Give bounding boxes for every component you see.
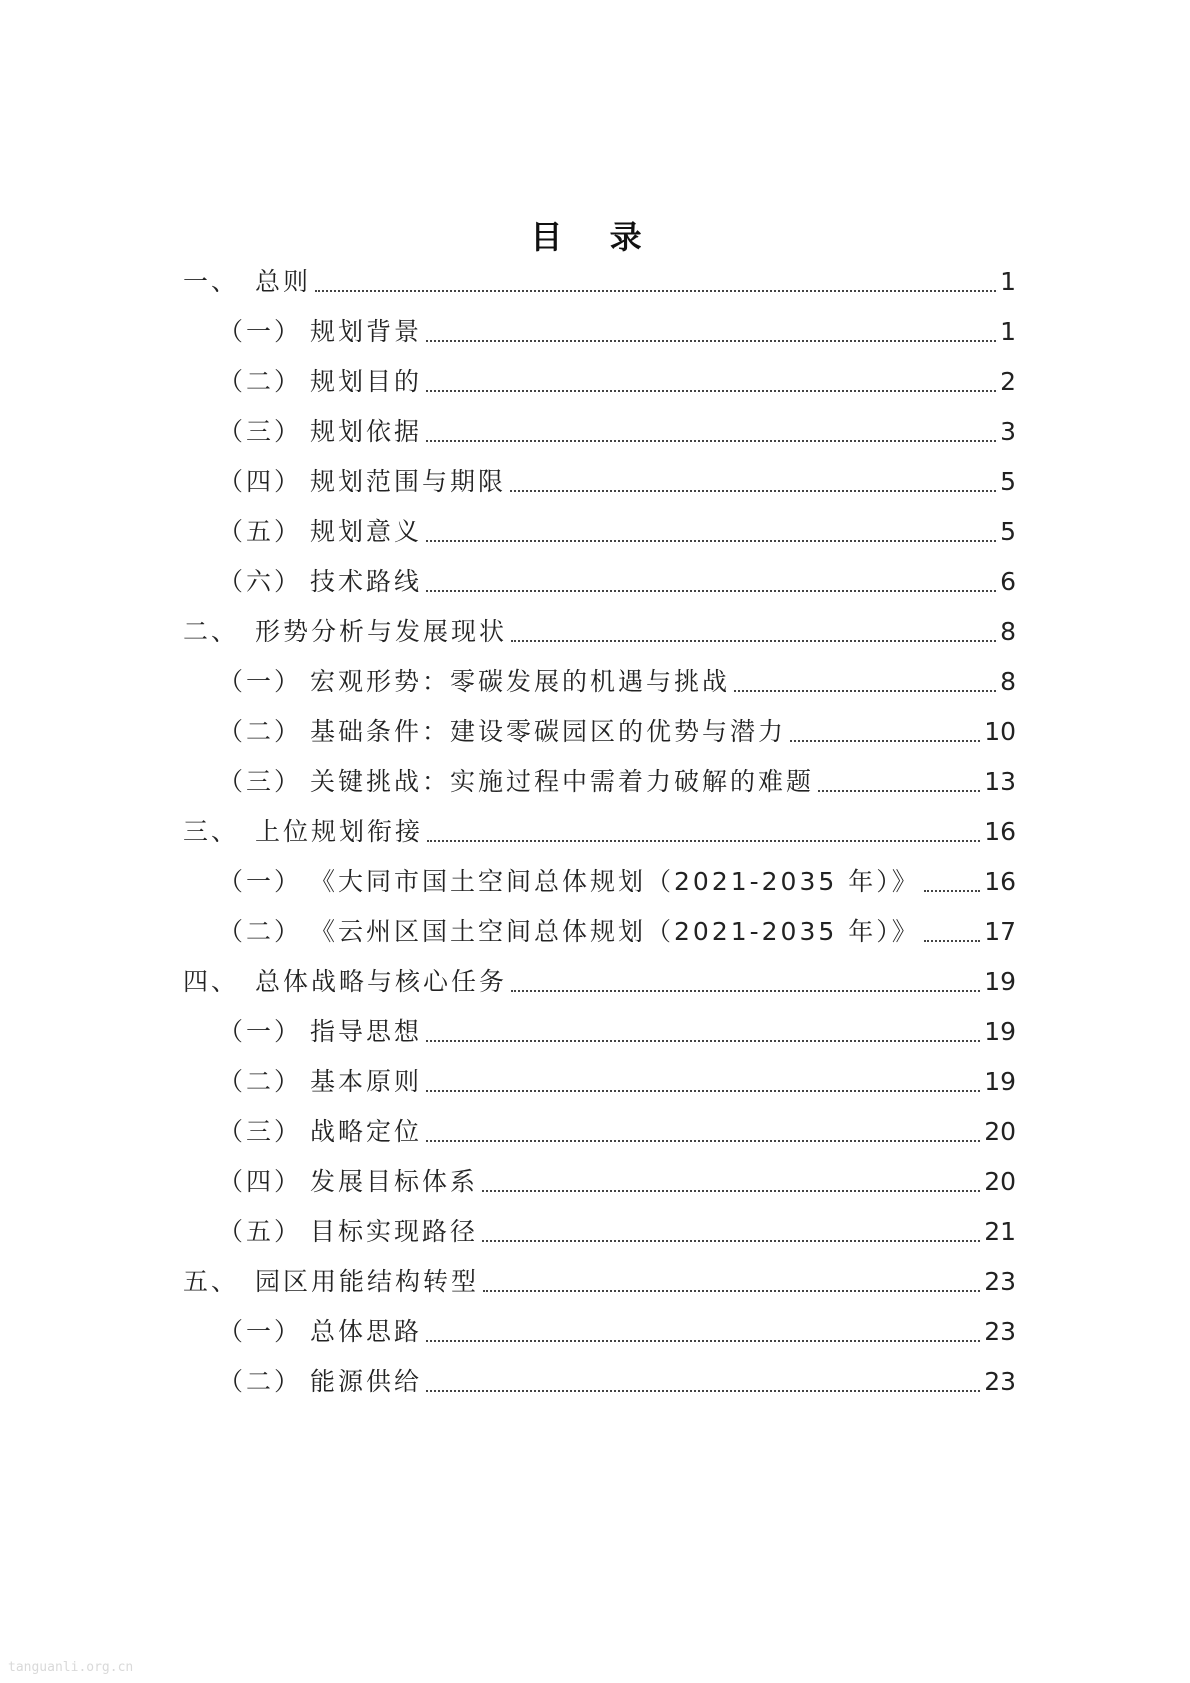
dot-leader: [483, 1289, 980, 1292]
dot-leader: [426, 389, 996, 392]
toc-entry-label: 《大同市国土空间总体规划（2021-2035 年）》: [310, 867, 920, 896]
toc-entry[interactable]: [218, 1112, 1016, 1152]
toc-entry-page: 8: [1000, 667, 1016, 696]
toc-entry-number: （二）: [218, 367, 303, 396]
toc-entry-page: 8: [1000, 617, 1016, 646]
toc-entry-page: 16: [984, 867, 1016, 896]
dot-leader: [426, 1339, 980, 1342]
toc-entry[interactable]: [183, 962, 1016, 1002]
dot-leader: [511, 639, 996, 642]
toc-entry-page: 23: [984, 1267, 1016, 1296]
dot-leader: [734, 689, 996, 692]
toc-entry-page: 23: [984, 1367, 1016, 1396]
dot-leader: [426, 1089, 980, 1092]
toc-entry-number: （二）: [218, 1367, 303, 1396]
dot-leader: [482, 1189, 980, 1192]
toc-entry-number: （一）: [218, 867, 303, 896]
toc-entry-number: （一）: [218, 1017, 303, 1046]
toc-entry-page: 19: [984, 967, 1016, 996]
toc-entry-label: 发展目标体系: [310, 1167, 479, 1196]
dot-leader: [426, 439, 996, 442]
dot-leader: [790, 739, 980, 742]
toc-entry-number: （二）: [218, 917, 303, 946]
toc-entry[interactable]: [183, 612, 1016, 652]
dot-leader: [426, 589, 996, 592]
toc-entry[interactable]: [218, 462, 1016, 502]
toc-entry-page: 13: [984, 767, 1016, 796]
toc-title: 目 录: [530, 218, 660, 256]
dot-leader: [924, 939, 980, 942]
toc-entry[interactable]: [218, 1362, 1016, 1402]
toc-entry-label: 基础条件：建设零碳园区的优势与潜力: [310, 717, 787, 746]
dot-leader: [482, 1239, 980, 1242]
toc-entry-label: 总体战略与核心任务: [255, 967, 508, 996]
toc-entry-label: 规划目的: [310, 367, 423, 396]
dot-leader: [315, 289, 996, 292]
toc-entry-page: 1: [1000, 317, 1016, 346]
toc-entry-label: 园区用能结构转型: [255, 1267, 480, 1296]
toc-entry-number: （一）: [218, 667, 303, 696]
toc-entry[interactable]: [218, 562, 1016, 602]
toc-entry-label: 总则: [255, 267, 312, 296]
toc-entry[interactable]: [218, 1162, 1016, 1202]
toc-entry-number: （五）: [218, 517, 303, 546]
toc-entry-number: 四、: [183, 967, 240, 996]
toc-entry-label: 关键挑战：实施过程中需着力破解的难题: [310, 767, 815, 796]
toc-entry-label: 技术路线: [310, 567, 423, 596]
toc-entry-label: 宏观形势：零碳发展的机遇与挑战: [310, 667, 731, 696]
toc-entry-number: （五）: [218, 1217, 303, 1246]
toc-entry[interactable]: [218, 1312, 1016, 1352]
toc-entry[interactable]: [218, 1212, 1016, 1252]
toc-entry[interactable]: [218, 1012, 1016, 1052]
dot-leader: [426, 339, 996, 342]
toc-entry-page: 3: [1000, 417, 1016, 446]
toc-entry-number: 五、: [183, 1267, 240, 1296]
toc-entry[interactable]: [218, 312, 1016, 352]
toc-entry[interactable]: [183, 262, 1016, 302]
toc-entry-number: （二）: [218, 717, 303, 746]
dot-leader: [426, 539, 996, 542]
toc-entry-label: 《云州区国土空间总体规划（2021-2035 年）》: [310, 917, 920, 946]
toc-entry-label: 形势分析与发展现状: [255, 617, 508, 646]
toc-entry[interactable]: [218, 762, 1016, 802]
toc-entry-page: 23: [984, 1317, 1016, 1346]
toc-entry-number: （一）: [218, 317, 303, 346]
toc-entry-label: 上位规划衔接: [255, 817, 424, 846]
toc-entry[interactable]: [218, 1062, 1016, 1102]
toc-entry-number: （四）: [218, 467, 303, 496]
toc-entry-page: 5: [1000, 517, 1016, 546]
toc-entry-number: 二、: [183, 617, 240, 646]
dot-leader: [510, 489, 996, 492]
toc-entry-number: 三、: [183, 817, 240, 846]
toc-entry-page: 1: [1000, 267, 1016, 296]
toc-entry-label: 规划依据: [310, 417, 423, 446]
dot-leader: [427, 839, 980, 842]
toc-entry-page: 20: [984, 1167, 1016, 1196]
dot-leader: [924, 889, 980, 892]
toc-entry-page: 5: [1000, 467, 1016, 496]
toc-entry[interactable]: [218, 912, 1016, 952]
toc-entry-number: （三）: [218, 767, 303, 796]
toc-entry[interactable]: [183, 1262, 1016, 1302]
toc-entry-page: 17: [984, 917, 1016, 946]
dot-leader: [818, 789, 980, 792]
toc-entry-label: 规划背景: [310, 317, 423, 346]
dot-leader: [511, 989, 980, 992]
toc-entry[interactable]: [218, 412, 1016, 452]
toc-entry[interactable]: [218, 862, 1016, 902]
toc-entry-label: 规划意义: [310, 517, 423, 546]
watermark: tanguanli.org.cn: [8, 1660, 134, 1675]
toc-entry[interactable]: [218, 362, 1016, 402]
toc-entry-number: （一）: [218, 1317, 303, 1346]
toc-entry-page: 19: [984, 1067, 1016, 1096]
toc-entry-number: （四）: [218, 1167, 303, 1196]
toc-entry-number: （三）: [218, 1117, 303, 1146]
dot-leader: [426, 1039, 980, 1042]
toc-entry-label: 指导思想: [310, 1017, 423, 1046]
toc-entry-label: 基本原则: [310, 1067, 423, 1096]
dot-leader: [426, 1389, 980, 1392]
toc-entry[interactable]: [183, 812, 1016, 852]
toc-entry-number: （二）: [218, 1067, 303, 1096]
toc-entry-page: 20: [984, 1117, 1016, 1146]
toc-entry-number: （六）: [218, 567, 303, 596]
toc-entry[interactable]: [218, 662, 1016, 702]
toc-entry[interactable]: [218, 512, 1016, 552]
toc-entry-label: 目标实现路径: [310, 1217, 479, 1246]
toc-entry-label: 战略定位: [310, 1117, 423, 1146]
toc-entry-page: 6: [1000, 567, 1016, 596]
toc-entry-page: 10: [984, 717, 1016, 746]
toc-entry-number: 一、: [183, 267, 240, 296]
toc-entry-label: 能源供给: [310, 1367, 423, 1396]
toc-entry-page: 16: [984, 817, 1016, 846]
toc-entry-page: 21: [984, 1217, 1016, 1246]
toc-entry[interactable]: [218, 712, 1016, 752]
toc-entry-number: （三）: [218, 417, 303, 446]
toc-entry-page: 19: [984, 1017, 1016, 1046]
toc-entry-page: 2: [1000, 367, 1016, 396]
toc-entry-label: 规划范围与期限: [310, 467, 507, 496]
dot-leader: [426, 1139, 980, 1142]
toc-entry-label: 总体思路: [310, 1317, 423, 1346]
